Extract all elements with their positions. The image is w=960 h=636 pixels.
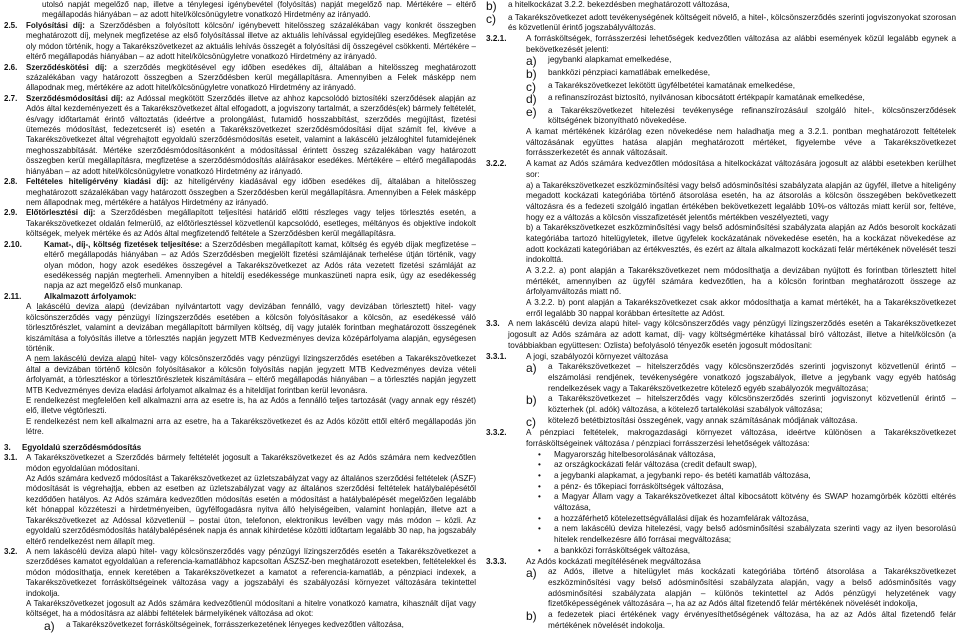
bullet-text: a hozzáférhető kötelezettségvállalási díjak és hozamfelárak változása, [554,513,809,523]
section-number: 3.3.1. [486,351,507,361]
section-number: 3.2. [4,546,18,556]
bullet-item [486,482,956,493]
paragraph: utolsó napját megelőző nap, illetve a ténylegesi igénybevétel (folyósítás) napját megelőző nap. Mértékére – eltérő megállapodás hiányában – az adott hitel/kölcsönügyletre vonatkozó Hirdetmény az irányadó. [42,0,476,20]
section-text [26,94,476,177]
bullet-icon: • [538,471,541,480]
list-item [486,610,956,631]
list-text: jegybanki alapkamat emelkedése, [548,55,672,65]
section-3-1 [4,453,476,474]
list-item [486,13,956,34]
list-letter: a) [526,566,537,581]
section-number: 3. [4,442,11,452]
section-text [526,34,956,55]
paragraph: A nem lakáscélú deviza alapú hitel- vagy kölcsönszerződés vagy pénzügyi lízingszerződés esetében a Takarékszövetkezet által a devizában történő kölcsön folyósításakor a kölcsön folyósítás napján jegyzett MTB Kedvezményes deviza vételi árfolyamát, a törlesztéskor a törlesztőrészletek kiszámítására – eltérő megállapodás hiányában – a törlesztés napján jegyzett MTB Kedvezményes deviza eladási árfolyamot alkalmaz és a hiteldíjat forintban kerül levonásra. [26,354,476,395]
section-heading: Folyósítási díj: [26,20,85,30]
paragraph: E rendelkezést nem kell alkalmazni arra az esetre, ha a Takarékszövetkezet és az Adós között ettől eltérő megállapodás jön létre. [26,416,476,437]
list-letter: a) [526,361,537,376]
list-text: a Takarékszövetkezet lekötött ügyfélbetétei kamatának emelkedése, [548,80,795,90]
section-text [26,177,476,208]
list-letter: a) [526,54,537,69]
section-number: 2.10. [4,239,22,249]
section-number: 2.5. [4,20,18,30]
section-number: 2.8. [4,177,18,187]
section-number: 2.11. [4,291,22,301]
list-item [486,106,956,127]
section-heading: Alkalmazott árfolyamok: [44,291,137,301]
section-2-10 [4,240,476,292]
section-heading: Szerződéskötési díj: [26,62,107,72]
bullet-item [486,471,956,482]
paragraph: b) a Takarékszövetkezet eszközminősítési vagy belső adósminősítési szabályzata alapján az Adós besorolt kockázati kategóriába tartozó hitelügyletek, illetve ügyfelek kockázatának növekedése esetén, ha a kockázat növekedése az adott kockázati kategóriában az értékvesztés, és ezért az általa alkalmazott kockázati felár mértékének növelését teszi indokolttá. [526,223,956,265]
list-text: a Takarékszövetkezet – hitelszerződés vagy kölcsönszerződés szerinti jogviszonyt közvetlenül érintő – elszámolási rendjének, tevékenységére vonatkozó jogszabályok, illetve a jegybank vagy egyéb hatóság rendelkezések vagy a Takarékszövetkezetre kötelező egyéb szabályozók megváltozása; [548,362,956,393]
list-text: kötelező betétbiztosítási összegének, vagy annak számításának módjának változása. [548,415,858,425]
bullet-item [486,460,956,471]
section-heading: Feltételes hitelígérvény kiadási díj: [26,177,169,187]
list-letter: a) [44,618,55,633]
section-text [526,557,956,568]
right-column [486,0,956,631]
list-text: a fedezetek piaci értékének vagy érvényesíthetőségének változása, ha az az Adós által fizetendő felár mértékének növelését indokolja. [548,609,956,630]
section-3-3 [486,319,956,351]
section-body: a szerződés megkötésével egy időben esedékes díj, általában a hitelösszeg meghatározott százalékában vagy határozott összegben a Szerződésben kerül megállapításra. Amennyiben a Felek másképp nem állapodnak meg, mértékére az adott hitel/kölcsönügyletre vonatkozó Hirdetmény az irányadó. [26,62,476,93]
bullet-icon: • [538,524,541,534]
section-text [26,547,476,599]
list-text: az Adós, illetve a hitelügylet más kockázati kategóriába történő átsorolása a Takarékszövetkezet eszközminősítési vagy belső adósminősítési szabályzata alapján, vagy a belső adósminősítés vagy adósminősítési szabályzata alapján – különös tekintettel az Adós pénzügyi helyzetének vagy fizetőképességének változására –, ha az az Adós által fizetendő felár mértékének növelését indokolja, [548,567,956,609]
paragraph: A 3.2.2. b) pont alapján a Takarékszövetkezet csak akkor módosíthatja a kamat mértékét, ha a Takarékszövetkezet erről legalább 30 nappal korábban értesítette az Adóst. [526,298,956,318]
section-3-2-2 [486,159,956,180]
section-body: A Takarékszövetkezet a Szerződés bármely feltételét jogosult a Takarékszövetkezet és az Adós számára nem kedvezőtlen módon egyoldalúan módosítani. [26,453,476,473]
section-number: 2.9. [4,208,18,218]
list-item [486,68,956,81]
list-item [486,81,956,94]
section-number: 3.1. [4,453,18,463]
list-item [486,362,956,394]
list-item [486,567,956,610]
section-heading: Kamat-, díj-, költség fizetések teljesítése: [44,239,203,249]
left-column [4,0,476,632]
section-text [526,352,956,363]
section-2-7 [4,94,476,177]
list-item [486,93,956,106]
list-letter: c) [526,414,536,429]
section-body: a Szerződésben a folyósított kölcsön/ igénybevett hitelösszeg százalékában vagy konkrét összegben meghatározott díj, melynek megfizetése az első folyósítással illetve az aktuális lehívással egyidejűleg esedékes. Megfizetése oly módon történik, hogy a Takarékszövetkezet az aktuális lehívás összegét a folyósítási díj összegével csökkenti. Mértékére – eltérő megállapodás hiányában – az adott hitel/kölcsönügyletre vonatkozó Hirdetmény az irányadó. [26,20,476,62]
section-3-3-3 [486,557,956,568]
section-text [26,21,476,63]
bullet-item [486,450,956,461]
list-text: a Takarékszövetkezet adott tevékenységének költségeit növelő, a hitel-, kölcsönszerződés szerinti jogviszonyokat szorosan és közvetlenül érintő jogszabályváltozás. [508,12,956,33]
list-letter: b) [526,608,537,623]
section-body: A nem lakáscélú deviza alapú hitel- vagy kölcsönszerződés vagy pénzügyi lízingszerződés esetén a Takarékszövetkezet a szerződéses kamatot egyoldalúan a referencia-kamatlábhoz kapcsoltan ÁSZSZ-ben meghatározott esetekben, feltételekkel és módon módosíthatja, ennek keretében a Takarékszövetkezet a kamatot a referencia-kamatláb, a pénzpiaci indexek, a Takarékszövetkezet forrásköltségeinek változása vagy a jogszabályi és szabályozási környezet változására tekintettel indokolja. [26,546,476,598]
paragraph: A 3.2.2. a) pont alapján a Takarékszövetkezet nem módosíthatja a devizában nyújtott és forintban törlesztett hitel mértékét, amennyiben az ügyfél számára kedvezőtlen, ha a kölcsön forintban meghatározott összege az árfolyamváltozás miatt nő. [526,266,956,297]
bullet-text: a nem lakáscélú deviza hitelezési, vagy belső adósminősítési szabályzata szerinti vagy az ilyen besorolású hitelek rendelkezésre álló forrásai megváltozása; [554,524,956,545]
section-number: 3.3.2. [486,428,507,438]
list-letter: c) [486,11,496,26]
section-text [526,159,956,180]
section-text [26,63,476,94]
list-text: a Takarékszövetkezet – hitelszerződés vagy kölcsönszerződés szerinti jogviszonyt közvetlenül érintő – közterhek (pl. adók) változása, a kötelező tartalékolási szabályok változása; [548,394,956,414]
paragraph: a) a Takarékszövetkezet eszközminősítési vagy belső adósminősítési szabályzata alapján az ügyfél, illetve a hiteligény megadott kockázati kategóriába történő átsorolása esetén, ha az átsorolás a kölcsön összegében bekövetkezett változásra és a fedezeti szolgáló ingatlan értékében bekövetkezett legalább 10%-os változás miatt kerül sor, feltéve, hogy ez a változás a kölcsön visszafizetését jelentős mértékben veszélyezteti, vagy [526,180,956,222]
paragraph: A kamat mértékének kizárólag ezen növekedése nem haladhatja meg a 3.2.1. pontban meghatározott feltételek változásának együttes hatása alapján meghatározott mértéket, figyelembe véve a Takarékszövetkezet forrásszerkezetét és annak változásait. [526,127,956,158]
section-body: A forrásköltségek, forrásszerzési lehetőségek kedvezőtlen változása az alábbi események közül legalább egynek a bekövetkezését jelenti: [526,33,956,54]
bullet-text: az országkockázati felár változása (credit default swap), [554,460,757,470]
section-body: A kamat az Adós számára kedvezőtlen módosítása a hitelkockázat változására jogosult az alábbi esetekben kerülhet sor: [526,159,956,179]
paragraph: A Takarékszövetkezet jogosult az Adós számára kedvezőtlenül módosítani a hitelre vonatkozó kamatra, kihasznált díjat vagy költséget, ha a módosításra az alábbi feltételek bármelyikének változása ad okot: [26,599,476,619]
bullet-text: a pénz- és tőkepiaci forrásköltségek változása, [554,481,724,491]
bullet-text: Magyarország hitelbesorolásának változása, [554,449,716,459]
bullet-icon: • [538,545,541,555]
paragraph: Az Adós számára kedvező módosítást a Takarékszövetkezet az üzletszabályzat vagy az általános szerződési feltételek (ÁSZF) módosítását is végrehajtja, ebben az esetben az üzletszabályzat vagy az általános szerződési feltételek hatálybalépésétől kezdődően hatályos. Az Adós számára kedvezőtlen módosítás esetén a módosítást a hatálybalépését megelőzően legalább két hónappal közzéteszi a hirdetményeiben, ügyfélfogadásra nyitva álló helyiségeiben, valamint honlapján, illetve azt a Takarékszövetkezet az Adóssal közvetlenül – postai úton, telefonon, elektronikus levélben vagy más módon – közli. Az egyoldalú szerződésmódosítás hatálybalépésének napja és annak kihirdetése közötti időtartam legalább 30 nap, ha jogszabály eltérő rendelkezést nem állapít meg. [26,473,476,546]
bullet-item [486,546,956,557]
section-text [526,428,956,449]
section-number: 3.2.2. [486,159,507,169]
list-text: a Takarékszövetkezet forrásköltségeinek, forrásszerkezetének lényeges kedvezőtlen változása, [66,619,404,629]
section-3-3-1 [486,352,956,363]
section-2-8 [4,177,476,208]
bullet-text: a bankközi forrásköltségek változása, [554,545,691,555]
bullet-item [486,514,956,525]
section-2-6 [4,63,476,94]
section-body: az Adóssal megkötött Szerződés illetve az ahhoz kapcsolódó biztosítéki szerződések alapján az Adós által kezdeményezett és a Takarékszövetkezet által elfogadott, a jogviszony tartalmát, a szerződés(ek) bármely feltételét, és/vagy időtartamát érintő változtatás (ideértve a prolongálást, futamidő hosszabbítást, szerződés megújítást, fizetési ütemezés módosítást, fedezetcserét is) esetén a Takarékszövetkezet szerződésmódosítási díjat számít fel, kivéve a Takarékszövetkezet által végrehajtott egyoldalú szerződésmódosítás eseteit, valamint a lakáscélú jelzáloghitel futamidejének meghosszabbítását. Mértéke szerződésmódosításonként a módosítással érintett összeg százalékában vagy határozott összegben kerül megállapításra, megfizetése a szerződésmódosítás aláírásakor esedékes. Mértékére – eltérő megállapodás hiányában – az adott hitel/kölcsönügyletre vonatkozó Hirdetmény az irányadó. [26,93,476,176]
list-letter: b) [526,393,537,408]
bullet-item [486,492,956,513]
section-2-11 [4,292,476,302]
section-text [508,319,956,351]
list-text: bankközi pénzpiaci kamatlábak emelkedése, [548,67,711,77]
section-text [26,208,476,239]
list-item [486,416,956,429]
list-letter: d) [526,92,537,107]
section-body: a Szerződésben megállapított teljesítési határidő előtti részleges vagy teljes törlesztés esetén, a Takarékszövetkezet oldalán felmerülő, az előtörlesztéssel közvetlenül kapcsolódó, esetleges, méltányos és objektíve indokolt költségek, melyek mértéke és az Adós által megfizetendő feltétele a Szerződésben kerül megállapításra. [26,208,476,239]
section-body: a Szerződésben megállapított kamat, költség és egyéb díjak megfizetése – eltérő megállapodás hiányában – az Adós Szerződésben megjelölt fizetési számlájának terhelése útján történik, vagy olyan módon, hogy azok esedékes összegével a Takarékszövetkezet az Adós ráta vezetett fizetési számláját az esedékesség napján megterheli. Amennyiben a hiteldíj esedékessége munkaszüneti napra esik, úgy az esedékesség napja az azt megelőző első munkanap. [44,239,476,291]
list-text: a hitelkockázat 3.2.2. bekezdésben meghatározott változása, [508,0,730,9]
list-letter: e) [526,104,537,119]
section-heading: Előtörlesztési díj: [26,208,96,218]
bullet-text: a Magyar Állam vagy a Takarékszövetkezet által kibocsátott kötvény és SWAP hozamgörbék közötti eltérés változása, [554,492,956,513]
section-text [22,443,476,453]
section-2-5 [4,21,476,63]
section-body: Az Adós kockázati megítélésének megváltozása [526,556,701,566]
paragraph: A lakáscélú deviza alapú (devizában nyilvántartott vagy devizában fennálló, vagy devizában törlesztett) hitel- vagy kölcsönszerződés vagy pénzügyi lízingszerződés esetében a kölcsön folyósításakor a kölcsön, az esedékessé váló törlesztőrészlet, valamint a devizában megállapított bármilyen költség, díj vagy jutalék forintban meghatározott összegének kiszámítása a folyósítás illetve a törlesztés napján jegyzett MTB Kedvezményes deviza középárfolyama alapján, egységesen történik. [26,302,477,353]
bullet-icon: • [538,449,541,459]
section-text [44,292,476,302]
section-body: A nem lakáscélú deviza alapú hitel- vagy kölcsönszerződés vagy pénzügyi lízingszerződés esetén a Takarékszövetkezet jogosult az Adós számára az adott kamat, díj- vagy költségmértéke kihatással bíró változást, illetve a hitel/kölcsön (a továbbiakban együttesen: Ozlista) befolyásoló tényezők esetén jogosult módosítani: [508,319,956,350]
section-body: A pénzpiaci feltételek, makrogazdasági környezet változása, ideértve különösen a Takarékszövetkezet forrásköltségeinek változása / pénzpiaci forrásszerzési lehetőségek változása: [526,428,956,448]
section-heading: Egyoldalú szerződésmódosítás [22,442,142,452]
section-text [44,240,476,292]
bullet-icon: • [538,481,541,491]
section-3-2 [4,547,476,599]
list-text: a Takarékszövetkezet hitelezési tevékenysége refinanszírozásául szolgáló hitel-, kölcsönszerződések költségének bizonyítható növekedése. [548,105,956,126]
section-2-9 [4,208,476,239]
section-3 [4,443,476,453]
section-text [26,453,476,474]
bullet-icon: • [538,513,541,523]
list-text: a refinanszírozást biztosító, nyilvánosan kibocsátott értékpapír kamatának emelkedése, [548,93,865,103]
list-item [486,394,956,415]
bullet-icon: • [538,460,541,470]
list-item [486,0,956,13]
section-body: az hitelígérvény kiadásával egy időben esedékes díj, általában a hitelösszeg meghatározott százalékában vagy határozott összegben a Szerződésben kerül megállapításra. Amennyiben a Felek másképp nem állapodnak meg, mértékére a hatályos Hirdetmény az irányadó. [26,177,476,208]
bullet-text: a jegybanki alapkamat, a jegybanki repo- és betéti kamatláb változása, [554,471,811,480]
section-number: 3.3. [486,319,500,329]
list-item [4,620,476,633]
section-number: 3.2.1. [486,33,507,43]
bullet-item [486,524,956,545]
section-3-3-2 [486,428,956,449]
section-heading: Szerződésmódosítási díj: [26,93,123,103]
section-number: 2.7. [4,93,18,103]
section-number: 2.6. [4,62,18,72]
list-letter: c) [526,79,536,94]
list-letter: b) [486,0,497,13]
list-item [486,55,956,68]
bullet-icon: • [538,492,541,502]
section-number: 3.3.3. [486,556,507,566]
section-3-2-1 [486,34,956,55]
list-letter: b) [526,66,537,81]
paragraph: E rendelkezést megfelelően kell alkalmazni arra az esetre is, ha az Adós a fennálló teljes tartozását (vagy annak egy részét) elő, illetve végtörleszti. [26,396,476,416]
section-body: A jogi, szabályozói környezet változása [526,351,668,361]
